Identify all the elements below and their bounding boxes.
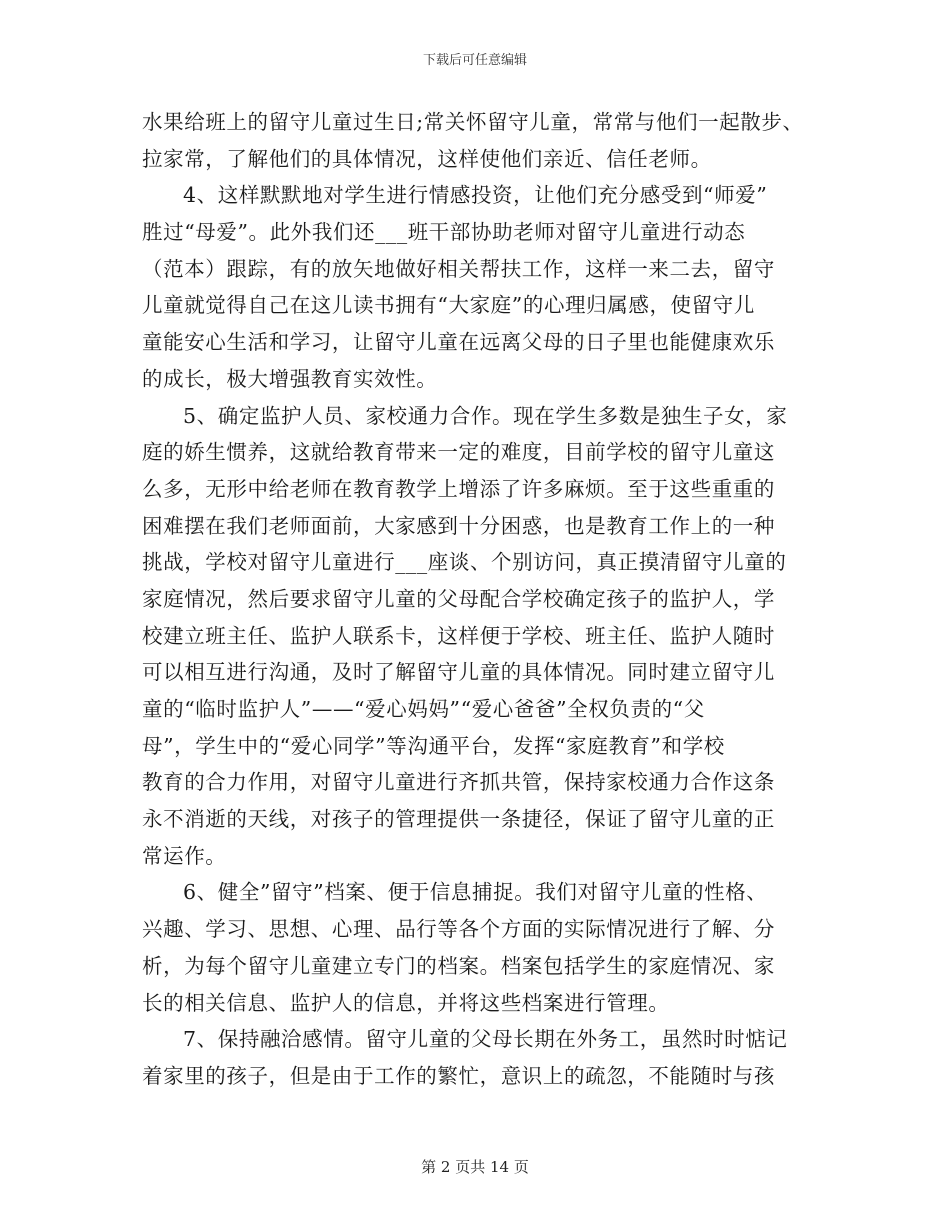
text-line: 可以相互进行沟通，及时了解留守儿童的具体情况。同时建立留守儿 — [142, 660, 775, 685]
text-line: 长的相关信息、监护人的信息，并将这些档案进行管理。 — [142, 990, 670, 1015]
document-body — [142, 104, 810, 1095]
text-line: 童能安心生活和学习，让留守儿童在远离父母的日子里也能健康欢乐 — [142, 330, 775, 355]
paragraph-start-line: 7、保持融洽感情。留守儿童的父母长期在外务工，虽然时时惦记 — [183, 1027, 788, 1052]
text-line: 教育的合力作用，对留守儿童进行齐抓共管，保持家校通力合作这条 — [142, 770, 775, 795]
text-line: 挑战，学校对留守儿童进行___座谈、个别访问，真正摸清留守儿童的 — [142, 550, 787, 575]
text-line: 永不消逝的天线，对孩子的管理提供一条捷径，保证了留守儿童的正 — [142, 807, 775, 832]
text-line: 析，为每个留守儿童建立专门的档案。档案包括学生的家庭情况、家 — [142, 953, 775, 978]
paragraph-start-line: 6、健全”留守”档案、便于信息捕捉。我们对留守儿童的性格、 — [183, 880, 768, 905]
page-header: 下载后可任意编辑 — [422, 53, 527, 68]
text-line: 母”，学生中的“爱心同学”等沟通平台，发挥“家庭教育”和学校 — [142, 733, 725, 758]
text-line: 拉家常，了解他们的具体情况，这样使他们亲近、信任老师。 — [142, 146, 712, 171]
text-line: 的成长，极大增强教育实效性。 — [142, 366, 438, 391]
text-line: 兴趣、学习、思想、心理、品行等各个方面的实际情况进行了解、分 — [142, 917, 775, 942]
text-line: 着家里的孩子，但是由于工作的繁忙，意识上的疏忽，不能随时与孩 — [142, 1063, 775, 1088]
paragraph-start-line: 4、这样默默地对学生进行情感投资，让他们充分感受到“师爱” — [183, 183, 768, 208]
text-line: 么多，无形中给老师在教育教学上增添了许多麻烦。至于这些重重的 — [142, 476, 775, 501]
page-number: 第 2 页共 14 页 — [421, 1158, 529, 1176]
text-line: 校建立班主任、监护人联系卡，这样便于学校、班主任、监护人随时 — [142, 623, 775, 648]
text-line: 儿童就觉得自己在这儿读书拥有“大家庭”的心理归属感，使留守儿 — [142, 293, 755, 318]
text-line: 常运作。 — [142, 843, 227, 868]
text-line: 水果给班上的留守儿童过生日;常关怀留守儿童，常常与他们一起散步、 — [142, 110, 804, 134]
text-line: 庭的娇生惯养，这就给教育带来一定的难度，目前学校的留守儿童这 — [142, 440, 775, 465]
text-line: 童的“临时监护人”——“爱心妈妈”“爱心爸爸”全权负责的“父 — [142, 697, 705, 721]
text-line: 困难摆在我们老师面前，大家感到十分困惑，也是教育工作上的一种 — [142, 513, 775, 538]
text-line: （范本）跟踪，有的放矢地做好相关帮扶工作，这样一来二去，留守 — [142, 256, 775, 281]
text-line: 胜过“母爱”。此外我们还___班干部协助老师对留守儿童进行动态 — [142, 220, 746, 245]
text-line: 家庭情况，然后要求留守儿童的父母配合学校确定孩子的监护人，学 — [142, 586, 775, 611]
paragraph-start-line: 5、确定监护人员、家校通力合作。现在学生多数是独生子女，家 — [183, 403, 788, 428]
